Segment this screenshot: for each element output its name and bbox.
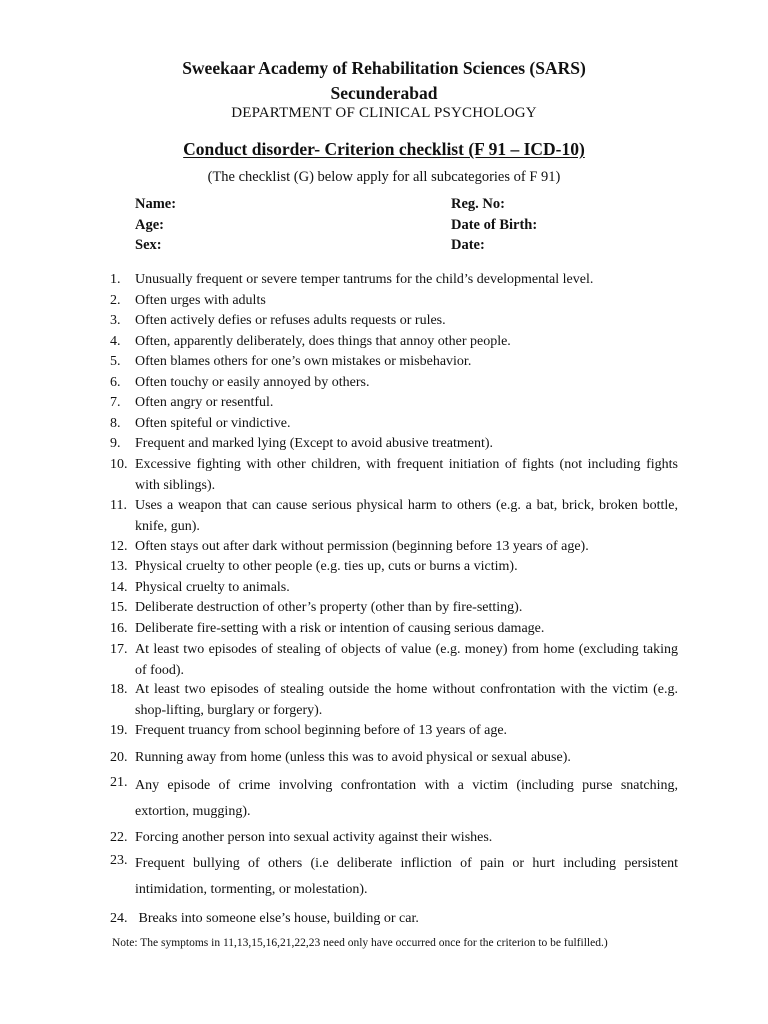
item-text: Excessive fighting with other children, with frequent initiation of fights (not including fights with siblings).	[135, 457, 678, 493]
dob-field-label: Date of Birth:	[451, 217, 538, 233]
item-text: Frequent truancy from school beginning before of 13 years of age.	[135, 723, 508, 738]
item-text: Forcing another person into sexual activity against their wishes.	[135, 830, 493, 845]
item-text: Deliberate fire-setting with a risk or intention of causing serious damage.	[135, 621, 545, 636]
item-text: Often, apparently deliberately, does things that annoy other people.	[135, 334, 511, 349]
item-text: Often urges with adults	[135, 293, 266, 308]
item-text: Often spiteful or vindictive.	[135, 416, 291, 431]
item-number: 20.	[110, 750, 128, 765]
item-number: 13.	[110, 559, 128, 574]
item-number: 2.	[110, 293, 121, 308]
criterion-note: Note: The symptoms in 11,13,15,16,21,22,23 need only have occurred once for the criterion to be fulfilled.)	[112, 937, 608, 949]
item-text: Frequent bullying of others (i.e deliberate infliction of pain or hurt including persistent intimidation, tormenting, or molestation).	[135, 856, 678, 897]
item-text: At least two episodes of stealing outside the home without confrontation with the victim (e.g. shop-lifting, burglary or forgery).	[135, 682, 678, 718]
item-text: Uses a weapon that can cause serious physical harm to others (e.g. a bat, brick, broken bottle, knife, gun).	[135, 498, 678, 534]
reg-no-field-label: Reg. No:	[451, 196, 505, 212]
item-number: 9.	[110, 436, 121, 451]
date-field-label: Date:	[451, 237, 485, 253]
item-text: Any episode of crime involving confrontation with a victim (including purse snatching, extortion, mugging).	[135, 778, 678, 819]
item-text: Often angry or resentful.	[135, 395, 274, 410]
item-number: 17.	[110, 642, 128, 657]
item-number: 10.	[110, 457, 128, 472]
item-text: Often actively defies or refuses adults requests or rules.	[135, 313, 446, 328]
item-number: 3.	[110, 313, 121, 328]
department-name: DEPARTMENT OF CLINICAL PSYCHOLOGY	[231, 105, 537, 121]
item-number: 22.	[110, 830, 128, 845]
item-text: Running away from home (unless this was to avoid physical or sexual abuse).	[135, 750, 571, 765]
item-number: 12.	[110, 539, 128, 554]
item-text: Unusually frequent or severe temper tantrums for the child’s developmental level.	[135, 272, 594, 287]
item-number: 5.	[110, 354, 121, 369]
item-number: 18.	[110, 682, 128, 697]
item-text: Often blames others for one’s own mistakes or misbehavior.	[135, 354, 472, 369]
item-text: At least two episodes of stealing of objects of value (e.g. money) from home (excluding taking of food).	[135, 642, 678, 678]
item-number: 11.	[110, 498, 127, 513]
organization-city: Secunderabad	[330, 83, 438, 103]
item-number: 7.	[110, 395, 121, 410]
item-number: 24.	[110, 911, 128, 926]
item-text: Often stays out after dark without permission (beginning before 13 years of age).	[135, 539, 589, 554]
item-text: Frequent and marked lying (Except to avoid abusive treatment).	[135, 436, 494, 451]
item-number: 1.	[110, 272, 121, 287]
item-number: 16.	[110, 621, 128, 636]
item-text: Often touchy or easily annoyed by others.	[135, 375, 370, 390]
item-number: 15.	[110, 600, 128, 615]
item-number: 14.	[110, 580, 128, 595]
item-text: Breaks into someone else’s house, building or car.	[135, 911, 419, 926]
item-number: 8.	[110, 416, 121, 431]
document-subtitle: (The checklist (G) below apply for all subcategories of F 91)	[207, 169, 561, 185]
item-text: Physical cruelty to animals.	[135, 580, 290, 595]
item-number: 4.	[110, 334, 121, 349]
age-field-label: Age:	[135, 217, 164, 233]
item-number: 6.	[110, 375, 121, 390]
item-number: 19.	[110, 723, 128, 738]
name-field-label: Name:	[135, 196, 177, 212]
item-text: Physical cruelty to other people (e.g. ties up, cuts or burns a victim).	[135, 559, 518, 574]
item-text: Deliberate destruction of other’s property (other than by fire-setting).	[135, 600, 523, 615]
item-number: 21.	[110, 775, 128, 790]
item-number: 23.	[110, 853, 128, 868]
organization-name: Sweekaar Academy of Rehabilitation Sciences (SARS)	[182, 58, 586, 78]
document-title: Conduct disorder- Criterion checklist (F 91 – ICD-10)	[183, 139, 585, 159]
sex-field-label: Sex:	[135, 237, 162, 253]
